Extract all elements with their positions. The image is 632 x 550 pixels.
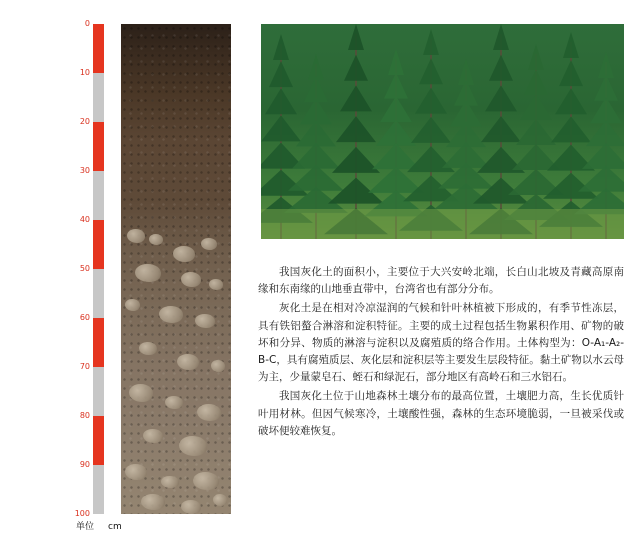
soil-stone [129,384,153,402]
ruler-tick-label: 20 [79,117,90,126]
description-text [258,264,624,442]
soil-stone [125,464,147,480]
ruler-segment [93,24,104,73]
unit-label: 单位 [76,522,95,532]
ruler-tick-label: 10 [79,68,90,77]
ruler-segment [93,269,104,318]
soil-stone [213,494,227,506]
forest-undergrowth [261,209,624,239]
ruler-tick-label: 100 [74,509,90,518]
ruler-unit [76,519,122,532]
tree-foliage [407,146,455,172]
soil-stone [195,314,215,328]
ruler-tick-label: 80 [79,411,90,420]
soil-stone [173,246,195,262]
paragraph-ecology: 我国灰化土位于山地森林土壤分布的最高位置，土壤肥力高，生长优质针叶用材林。但因气候寒冷，土壤酸性强，森林的生态环境脆弱，一旦被采伐或破坏便较难恢复。 [258,390,624,437]
soil-stone [181,500,201,514]
tree-foliage [598,52,614,78]
tree-foliage [516,119,556,145]
soil-stone [197,404,221,421]
soil-profile-image [121,24,231,514]
tree-foliage [372,143,420,169]
tree-foliage [590,97,622,123]
tree-foliage [292,143,340,169]
soil-stone [201,238,217,250]
tree-foliage [273,34,289,60]
soil-stone [149,234,163,245]
tree-foliage [336,116,376,142]
tree-foliage [423,29,439,55]
tree-foliage [348,24,364,50]
tree-foliage [489,55,513,81]
tree-foliage [308,54,324,80]
tree-foliage [419,58,443,84]
tree-foliage [296,120,336,146]
tree-foliage [288,165,344,191]
tree-foliage [411,117,451,143]
tree-foliage [344,55,368,81]
paragraph-distribution: 我国灰化土的面积小，主要位于大兴安岭北端，长白山北坡及青藏高原南缘和东南缘的山地垂直带中，台湾省也有部分分布。 [258,266,624,296]
ruler-segment [93,318,104,367]
tree-foliage [493,24,509,50]
soil-stone [127,229,145,243]
soil-stone [177,354,199,370]
tree-foliage [551,116,591,142]
forest-trees [261,24,624,239]
ruler-tick-label: 90 [79,460,90,469]
soil-stone [179,436,207,456]
tree-foliage [340,85,372,111]
tree-foliage [384,73,408,99]
tree-foliage [269,61,293,87]
ruler-tick-label: 70 [79,362,90,371]
ruler-tick-label: 60 [79,313,90,322]
tree-foliage [261,115,301,141]
soil-stone [139,342,157,355]
tree-foliage [265,88,297,114]
forest-image [261,24,624,239]
soil-stone [141,494,165,510]
depth-ruler [93,24,104,514]
tree-foliage [520,94,552,120]
tree-foliage [555,88,587,114]
soil-stone [161,476,179,488]
ruler-segment [93,122,104,171]
tree-foliage [376,120,416,146]
soil-stone [211,360,225,372]
tree-foliage [380,96,412,122]
soil-stone [181,272,201,287]
soil-stone [135,264,161,282]
tree-foliage [388,49,404,75]
ruler-tick-label: 40 [79,215,90,224]
ruler-tick-label: 30 [79,166,90,175]
tree-foliage [485,85,517,111]
ruler-tick-label: 50 [79,264,90,273]
ruler-segment [93,73,104,122]
tree-foliage [594,75,618,101]
tree-foliage [528,44,544,70]
unit-value: cm [108,522,122,532]
tree-foliage [582,143,624,169]
ruler-segment [93,416,104,465]
soil-stone [143,429,163,443]
soil-stone [193,472,219,490]
soil-stone [159,306,183,323]
ruler-segment [93,367,104,416]
tree-foliage [300,98,332,124]
tree-foliage [586,120,624,146]
ruler-segment [93,171,104,220]
soil-stone [125,299,140,311]
ruler-tick-label: 0 [84,19,90,28]
soil-stone [165,396,183,409]
tree-foliage [304,76,328,102]
tree-foliage [563,32,579,58]
ruler-segment [93,220,104,269]
tree-foliage [481,116,521,142]
tree-foliage [524,69,548,95]
paragraph-formation: 灰化土是在相对冷凉湿润的气候和针叶林植被下形成的，有季节性冻层，具有铁铝螯合淋溶和淀积特征。主要的成土过程包括生物累积作用、矿物的破坏和分异、物质的淋溶与淀积以及腐殖质的络合作用。土体构型为：O-A₁-A₂-B-C，具有腐殖质层、灰化层和淀积层等主要发生层段特征。黏土矿物以水云母为主，少量蒙皂石、蛭石和绿泥石，部分地区有高岭石和三水铝石。 [258,302,624,384]
tree-foliage [559,60,583,86]
tree-foliage [415,88,447,114]
soil-stone [209,279,223,290]
ruler-segment [93,465,104,514]
